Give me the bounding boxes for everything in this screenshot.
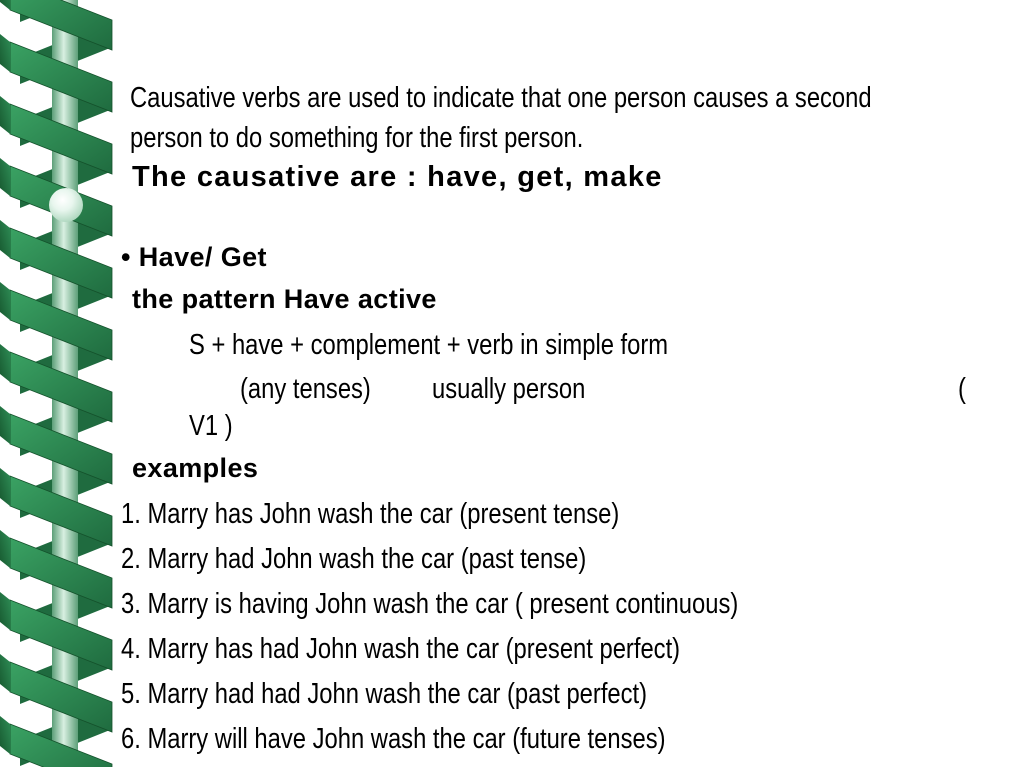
ribbon-band-fold: [0, 406, 10, 444]
ribbon-band-fold: [0, 34, 10, 72]
ribbon-band-fold: [0, 592, 10, 630]
ribbon-band-fold: [0, 654, 10, 692]
pattern-formula: S + have + complement + verb in simple form: [189, 329, 669, 361]
ribbon-band-fold: [0, 716, 10, 754]
ribbon-band-fold: [0, 344, 10, 382]
decorative-ribbon-graphic: [0, 0, 115, 767]
example-item: 3. Marry is having John wash the car ( present continuous): [121, 588, 739, 620]
section-bullet-have-get: • Have/ Get: [121, 242, 267, 272]
ribbon-band-fold: [0, 0, 10, 10]
example-item: 6. Marry will have John wash the car (future tenses): [121, 723, 666, 755]
example-item: 4. Marry has had John wash the car (present perfect): [121, 633, 681, 665]
formula-note-paren: (: [958, 373, 966, 405]
example-item: 5. Marry had had John wash the car (past perfect): [121, 678, 648, 710]
examples-label: examples: [132, 453, 259, 483]
formula-note-v1: V1 ): [189, 410, 233, 442]
ribbon-band-fold: [0, 158, 10, 196]
causative-heading: The causative are : have, get, make: [132, 161, 663, 193]
ribbon-band-fold: [0, 282, 10, 320]
example-item: 1. Marry has John wash the car (present tense): [121, 498, 620, 530]
pattern-title: the pattern Have active: [132, 284, 437, 314]
intro-line-1: Causative verbs are used to indicate that one person causes a second: [130, 82, 872, 114]
ribbon-band-fold: [0, 468, 10, 506]
intro-line-2: person to do something for the first person.: [130, 122, 584, 154]
example-item: 2. Marry had John wash the car (past tense): [121, 543, 587, 575]
ribbon-band-fold: [0, 220, 10, 258]
ornament-bead-icon: [49, 188, 83, 222]
ribbon-band-fold: [0, 96, 10, 134]
formula-note-person: usually person: [432, 373, 586, 405]
ribbon-band-fold: [0, 530, 10, 568]
formula-note-tenses: (any tenses): [240, 373, 371, 405]
